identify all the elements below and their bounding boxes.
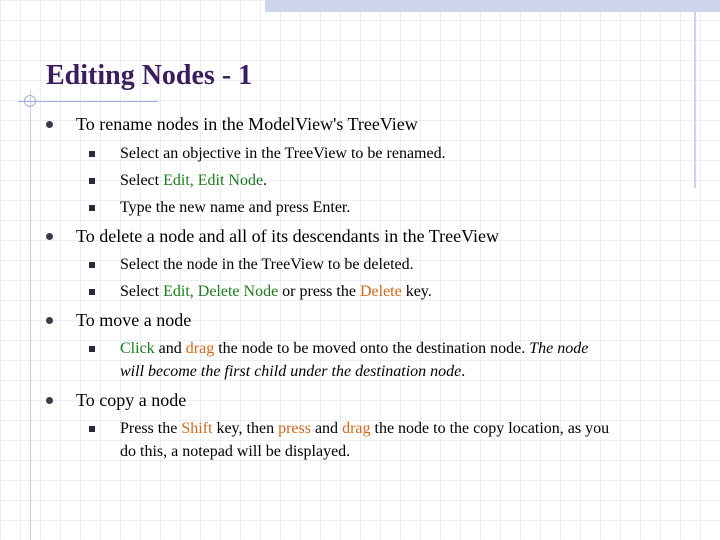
bullet-delete: To delete a node and all of its descendants in the TreeView <box>76 226 500 246</box>
sub-bullet-square-icon <box>89 178 95 184</box>
sub-item-copy-instructions: Press the Shift key, then press and drag the node to the copy location, as you do this, a notepad will be displayed. <box>120 420 610 460</box>
sub-bullet-square-icon <box>89 151 95 157</box>
sub-item-delete-command: Select Edit, Delete Node or press the Delete key. <box>120 283 432 300</box>
bullet-dot-icon <box>46 317 53 324</box>
action-press: press <box>278 420 311 437</box>
bullet-move: To move a node <box>76 310 192 330</box>
sub-bullet-square-icon <box>89 262 95 268</box>
menu-command-edit-node: Edit, Edit Node <box>163 172 264 189</box>
action-drag: drag <box>185 340 215 357</box>
sub-bullet-square-icon <box>89 289 95 295</box>
sub-item-select-node-delete: Select the node in the TreeView to be deleted. <box>120 256 414 273</box>
sub-bullet-square-icon <box>89 426 95 432</box>
action-click: Click <box>120 340 155 357</box>
bullet-dot-icon <box>46 121 53 128</box>
right-decor-line <box>694 0 696 188</box>
sub-item-type-name: Type the new name and press Enter. <box>120 199 351 216</box>
sub-bullet-square-icon <box>89 205 95 211</box>
sub-item-move-instructions: Click and drag the node to be moved onto the destination node. The node will become the first child under the destination node. <box>120 340 589 380</box>
title-underline <box>18 101 158 102</box>
key-delete: Delete <box>359 283 402 300</box>
bullet-dot-icon <box>46 397 53 404</box>
left-decor-line <box>30 90 31 540</box>
key-shift: Shift <box>181 420 213 437</box>
slide-title: Editing Nodes - 1 <box>46 60 253 91</box>
sub-item-select-objective: Select an objective in the TreeView to be renamed. <box>120 145 446 162</box>
top-decor-bar <box>265 0 720 12</box>
sub-bullet-square-icon <box>89 346 95 352</box>
action-drag: drag <box>342 420 371 437</box>
bullet-copy: To copy a node <box>76 390 187 410</box>
bullet-dot-icon <box>46 233 53 240</box>
bullet-rename: To rename nodes in the ModelView's TreeView <box>76 114 418 134</box>
decor-circle-icon <box>24 95 36 107</box>
menu-command-delete-node: Edit, Delete Node <box>163 283 279 300</box>
sub-item-select-edit-node: Select Edit, Edit Node. <box>120 172 268 189</box>
